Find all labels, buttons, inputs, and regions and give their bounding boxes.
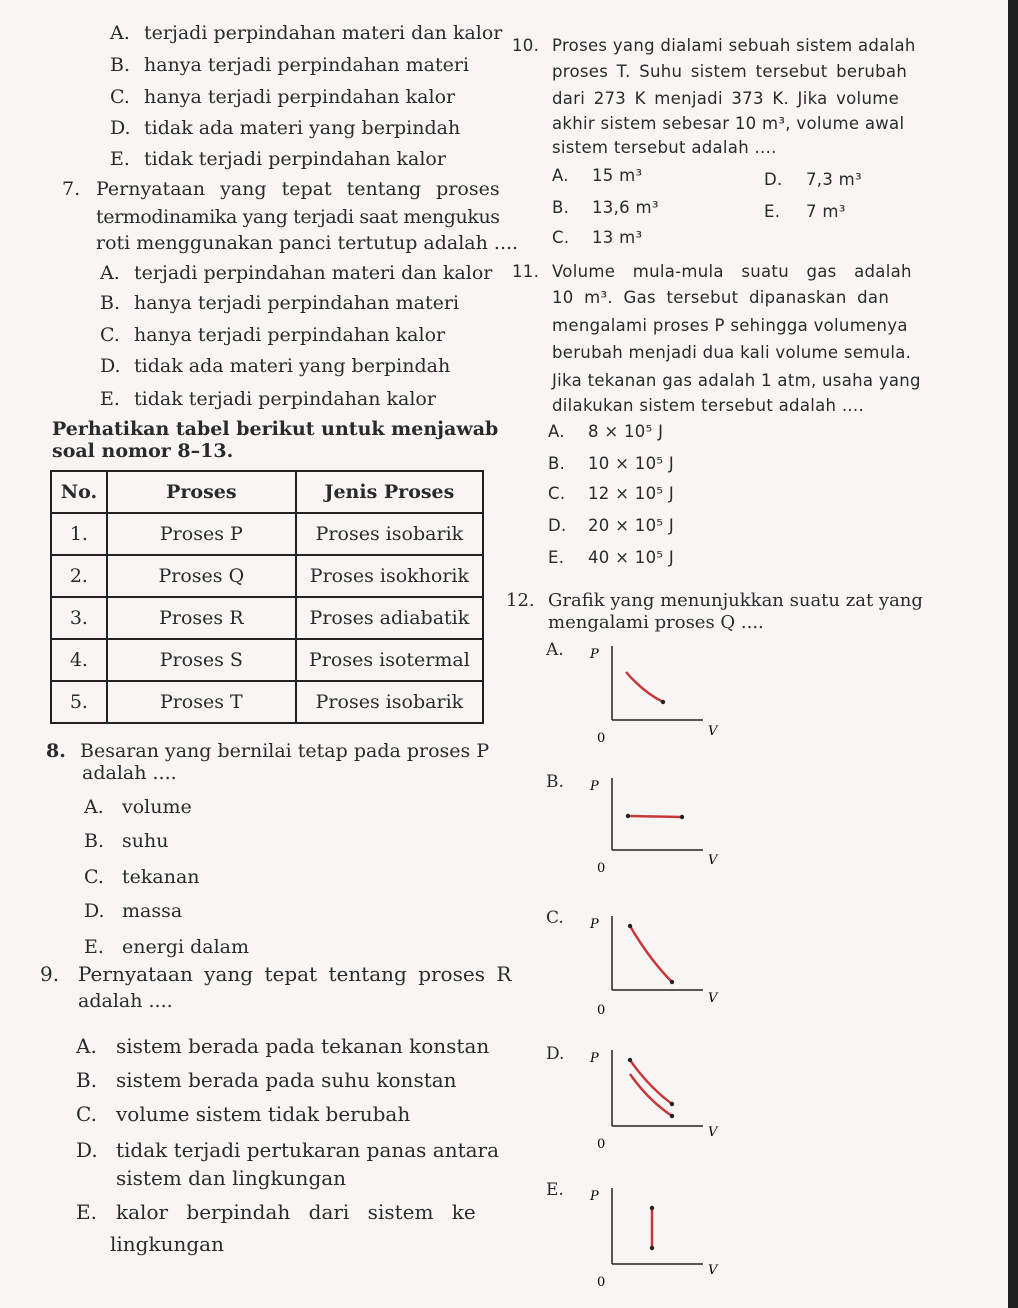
q10-stem-3: dari 273 K menjadi 373 K. Jika volume — [552, 89, 900, 108]
curve-line — [630, 926, 672, 982]
q10-option-d: D. 7,3 m³ — [764, 170, 862, 189]
table-row — [51, 597, 483, 639]
p-axis-label: P — [590, 917, 599, 932]
table-cell: Proses isokhorik — [296, 555, 483, 597]
v-axis-label: V — [708, 1125, 718, 1140]
q7-stem-2: termodinamika yang terjadi saat mengukus — [96, 206, 500, 228]
q9-option-d-cont: sistem dan lingkungan — [116, 1166, 347, 1190]
origin-label: 0 — [597, 1275, 606, 1290]
q9-option-b: B. sistem berada pada suhu konstan — [76, 1068, 457, 1092]
q11-option-e: E. 40 × 10⁵ J — [548, 548, 675, 567]
q7-option-b: B. hanya terjadi perpindahan materi — [100, 292, 460, 314]
q10-option-a: A. 15 m³ — [552, 166, 643, 185]
q12-option-c-label: C. — [546, 908, 564, 928]
q11-option-d: D. 20 × 10⁵ J — [548, 516, 675, 535]
table-cell: Proses isotermal — [296, 639, 483, 681]
q11-stem-6: dilakukan sistem tersebut adalah .... — [552, 396, 865, 415]
p-axis-label: P — [590, 1051, 599, 1066]
q8-stem-2: adalah .... — [82, 762, 177, 784]
table-cell: Proses R — [107, 597, 296, 639]
q11-stem-4: berubah menjadi dua kali volume semula. — [552, 343, 912, 362]
q12-graph-d — [588, 1044, 728, 1154]
q10-option-c: C. 13 m³ — [552, 228, 643, 247]
q7-option-e: E. tidak terjadi perpindahan kalor — [100, 388, 436, 410]
page-edge-shadow — [1008, 0, 1018, 1308]
q11-stem-1: 11. Volume mula-mula suatu gas adalah — [512, 262, 912, 281]
point — [680, 815, 684, 819]
table-intro-1: Perhatikan tabel berikut untuk menjawab — [52, 418, 499, 440]
q12-graph-b — [588, 772, 728, 882]
q10-stem-4: akhir sistem sebesar 10 m³, volume awal — [552, 114, 905, 133]
table-cell: Proses P — [107, 513, 296, 555]
table-cell: Proses isobarik — [296, 681, 483, 723]
table-intro-2: soal nomor 8–13. — [52, 440, 234, 462]
q12-stem-2: mengalami proses Q .... — [548, 612, 764, 633]
p-axis-label: P — [590, 779, 599, 794]
q12-option-b-label: B. — [546, 772, 564, 792]
point — [670, 1114, 674, 1118]
v-axis-label: V — [708, 991, 718, 1006]
curve-line-lower — [630, 1074, 672, 1116]
table-row — [51, 681, 483, 723]
origin-label: 0 — [597, 861, 606, 876]
q6-option-c: C. hanya terjadi perpindahan kalor — [110, 86, 456, 108]
q11-option-a: A. 8 × 10⁵ J — [548, 422, 664, 441]
table-header: No. — [51, 471, 107, 513]
point — [650, 1246, 654, 1250]
q12-graph-a — [588, 640, 728, 750]
p-axis-label: P — [590, 647, 599, 662]
table-header: Proses — [107, 471, 296, 513]
q7-option-d: D. tidak ada materi yang berpindah — [100, 355, 451, 377]
q11-stem-3: mengalami proses P sehingga volumenya — [552, 316, 908, 335]
table-cell: Proses T — [107, 681, 296, 723]
point — [650, 1206, 654, 1210]
q6-option-a: A. terjadi perpindahan materi dan kalor — [110, 22, 503, 44]
q12-graph-c — [588, 910, 728, 1020]
curve-line — [626, 672, 663, 702]
q11-option-c: C. 12 × 10⁵ J — [548, 484, 675, 503]
q9-stem-2: adalah .... — [78, 990, 173, 1012]
q7-option-a: A. terjadi perpindahan materi dan kalor — [100, 262, 493, 284]
point — [670, 1102, 674, 1106]
q11-stem-5: Jika tekanan gas adalah 1 atm, usaha yang — [552, 371, 921, 390]
point — [670, 980, 674, 984]
table-row — [51, 639, 483, 681]
q7-stem-3: roti menggunakan panci tertutup adalah .... — [96, 232, 519, 254]
table-cell: Proses Q — [107, 555, 296, 597]
q8-option-a: A. volume — [84, 796, 192, 818]
q9-option-d: D. tidak terjadi pertukaran panas antara — [76, 1138, 500, 1162]
q7-stem-1: 7. Pernyataan yang tepat tentang proses — [62, 178, 500, 200]
horizontal-line — [628, 816, 682, 817]
q11-stem-2: 10 m³. Gas tersebut dipanaskan dan — [552, 288, 890, 307]
q9-option-c: C. volume sistem tidak berubah — [76, 1102, 411, 1126]
q9-option-e: E. kalor berpindah dari sistem ke — [76, 1200, 476, 1224]
point — [628, 1058, 632, 1062]
q6-option-b: B. hanya terjadi perpindahan materi — [110, 54, 470, 76]
q8-stem-1: 8. Besaran yang bernilai tetap pada proses P — [46, 740, 490, 762]
q10-stem-2: proses T. Suhu sistem tersebut berubah — [552, 62, 908, 81]
q6-option-e: E. tidak terjadi perpindahan kalor — [110, 148, 446, 170]
p-axis-label: P — [590, 1189, 599, 1204]
table-cell: 4. — [51, 639, 107, 681]
origin-label: 0 — [597, 1003, 606, 1018]
process-table — [50, 470, 484, 724]
table-row — [51, 555, 483, 597]
table-header: Jenis Proses — [296, 471, 483, 513]
q8-option-b: B. suhu — [84, 830, 169, 852]
point — [628, 924, 632, 928]
q6-option-d: D. tidak ada materi yang berpindah — [110, 117, 461, 139]
table-header-row — [51, 471, 483, 513]
point — [626, 814, 630, 818]
v-axis-label: V — [708, 853, 718, 868]
q8-option-c: C. tekanan — [84, 866, 200, 888]
table-cell: 2. — [51, 555, 107, 597]
q12-graph-e — [588, 1182, 728, 1292]
table-cell: Proses isobarik — [296, 513, 483, 555]
q10-option-b: B. 13,6 m³ — [552, 198, 659, 217]
q9-option-a: A. sistem berada pada tekanan konstan — [76, 1034, 490, 1058]
point — [661, 700, 665, 704]
q10-stem-1: 10. Proses yang dialami sebuah sistem adalah — [512, 36, 916, 55]
q12-option-d-label: D. — [546, 1044, 565, 1064]
q7-option-c: C. hanya terjadi perpindahan kalor — [100, 324, 446, 346]
v-axis-label: V — [708, 1263, 718, 1278]
origin-label: 0 — [597, 1137, 606, 1152]
table-cell: Proses S — [107, 639, 296, 681]
q8-option-e: E. energi dalam — [84, 936, 249, 958]
q12-option-e-label: E. — [546, 1180, 564, 1200]
table-row — [51, 513, 483, 555]
q11-option-b: B. 10 × 10⁵ J — [548, 454, 675, 473]
q8-option-d: D. massa — [84, 900, 183, 922]
table-cell: 3. — [51, 597, 107, 639]
v-axis-label: V — [708, 724, 718, 739]
table-cell: 1. — [51, 513, 107, 555]
table-cell: Proses adiabatik — [296, 597, 483, 639]
q10-stem-5: sistem tersebut adalah .... — [552, 138, 777, 157]
q12-stem-1: 12. Grafik yang menunjukkan suatu zat yang — [506, 590, 923, 611]
origin-label: 0 — [597, 731, 606, 746]
q12-option-a-label: A. — [546, 640, 564, 660]
q10-option-e: E. 7 m³ — [764, 202, 846, 221]
q9-option-e-cont: lingkungan — [110, 1232, 224, 1256]
table-cell: 5. — [51, 681, 107, 723]
q9-stem-1: 9. Pernyataan yang tepat tentang proses R — [40, 962, 512, 986]
